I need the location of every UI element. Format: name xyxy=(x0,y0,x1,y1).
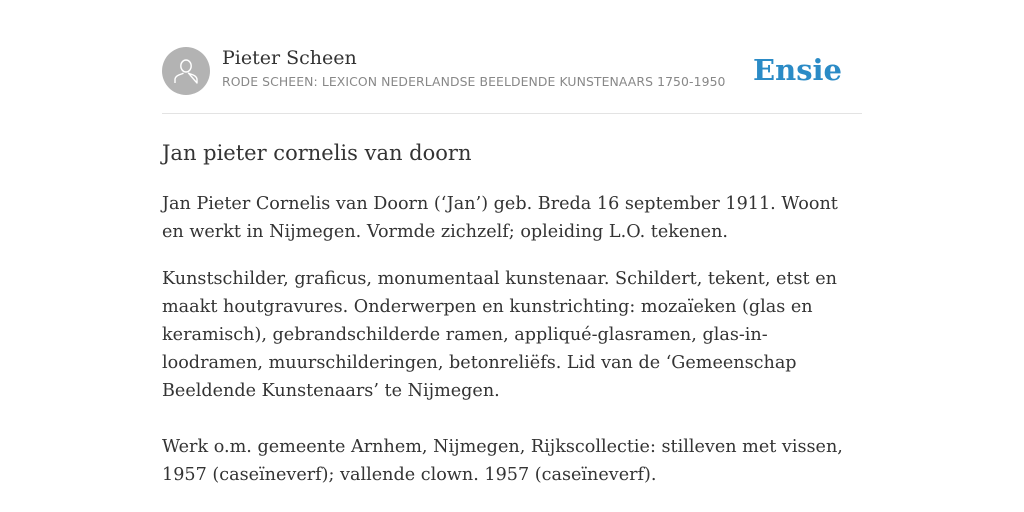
entry-body xyxy=(162,190,862,489)
entry-title: Jan pieter cornelis van doorn xyxy=(162,141,472,165)
entry-paragraph: Kunstschilder, graficus, monumentaal kunstenaar. Schildert, tekent, etst en maakt houtgravures. Onderwerpen en kunstrichting: mozaïeken (glas en keramisch), gebrandschilderde ramen, appliqué-glasramen, glas-in-loodramen, muurschilderingen, betonreliëfs. Lid van de ‘Gemeenschap Beeldende Kunstenaars’ te Nijmegen. xyxy=(162,269,837,401)
user-silhouette-icon xyxy=(173,57,199,85)
page-container xyxy=(162,46,862,485)
entry-header xyxy=(162,46,862,114)
author-name[interactable]: Pieter Scheen xyxy=(222,47,357,69)
source-title[interactable]: RODE SCHEEN: LEXICON NEDERLANDSE BEELDENDE KUNSTENAARS 1750-1950 xyxy=(222,74,726,89)
author-avatar[interactable] xyxy=(162,47,210,95)
entry-paragraph: Jan Pieter Cornelis van Doorn (‘Jan’) geb. Breda 16 september 1911. Woont en werkt in Nijmegen. Vormde zichzelf; opleiding L.O. tekenen. xyxy=(162,194,838,242)
ensie-logo[interactable]: Ensie xyxy=(753,53,842,87)
entry-paragraph: Werk o.m. gemeente Arnhem, Nijmegen, Rijkscollectie: stilleven met vissen, 1957 (caseïneverf); vallende clown. 1957 (caseïneverf). xyxy=(162,437,843,485)
